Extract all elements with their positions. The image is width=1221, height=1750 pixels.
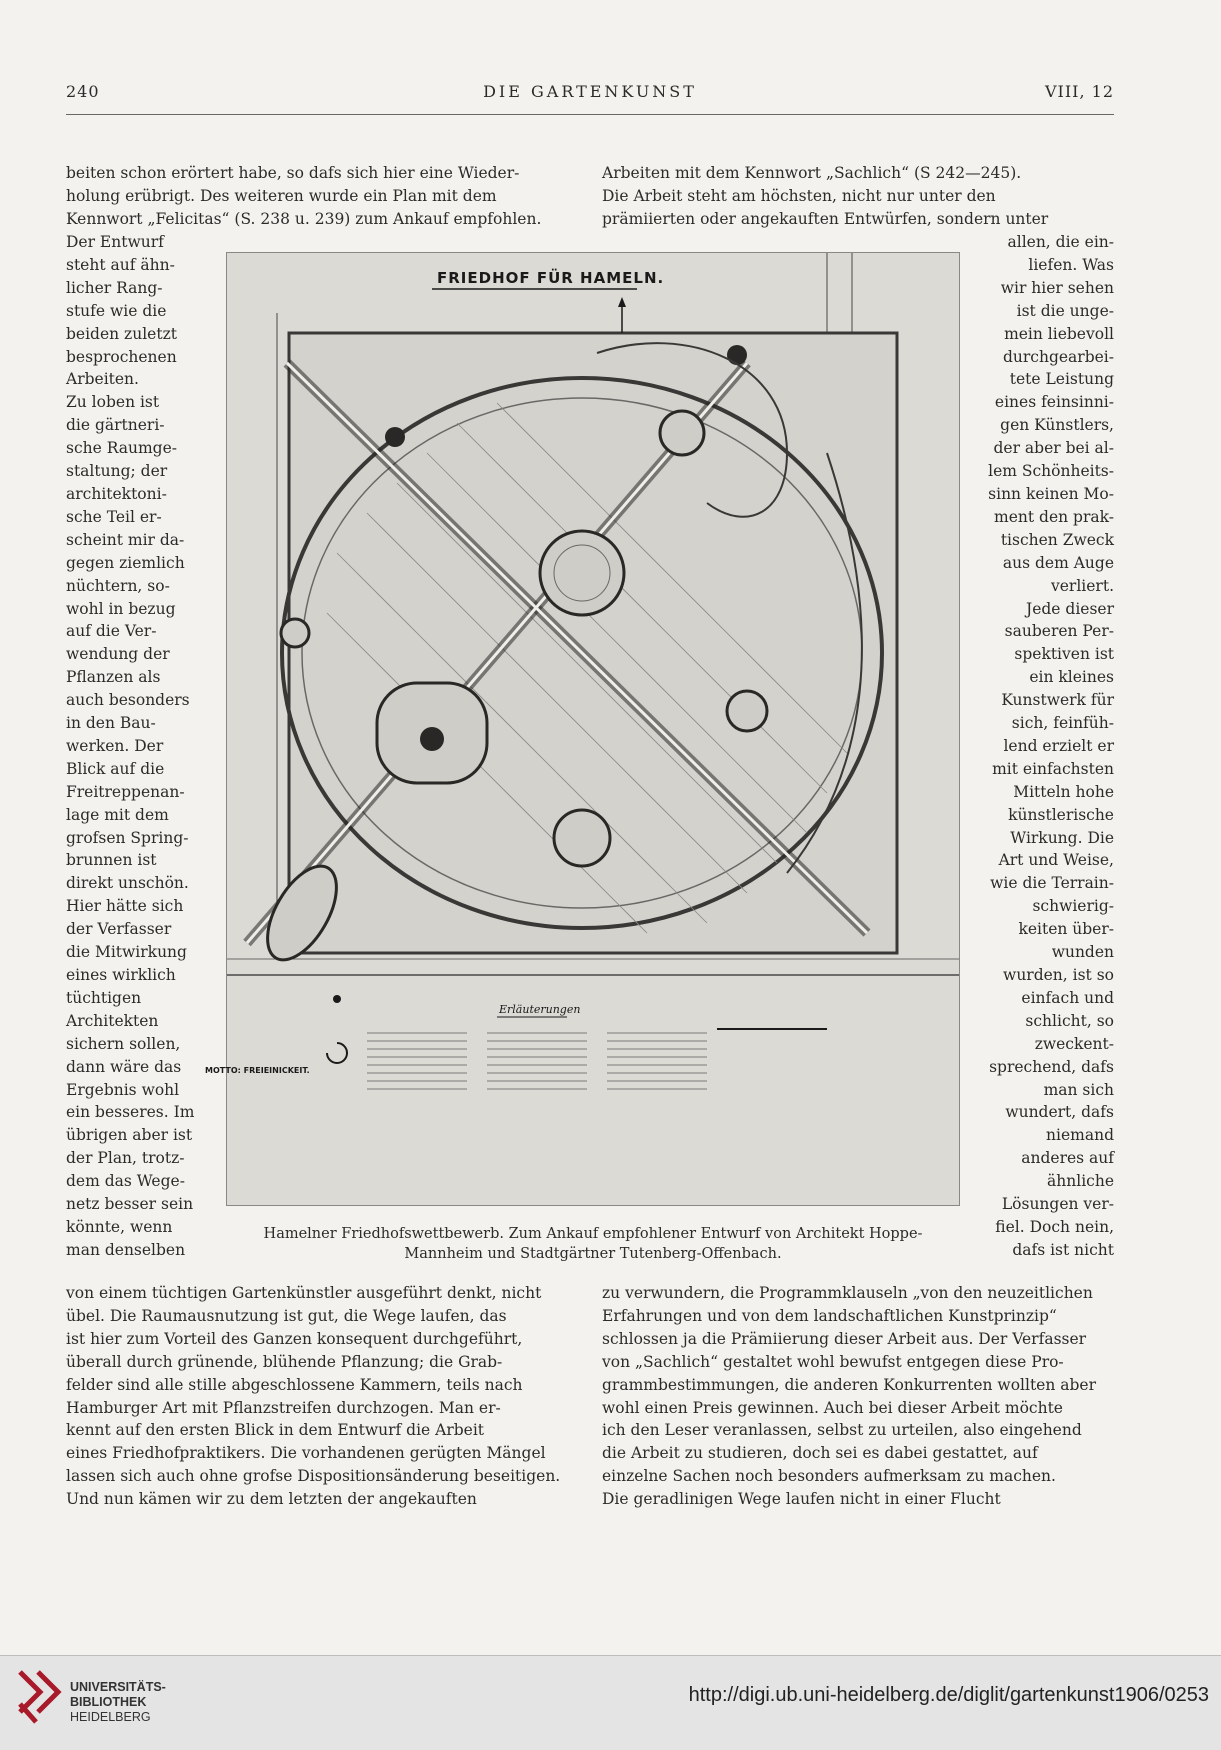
source-url-link[interactable]: http://digi.ub.uni-heidelberg.de/diglit/gartenkunst1906/0253 — [688, 1684, 1209, 1706]
text-line: einfach und — [1021, 988, 1114, 1007]
text-line: grofsen Spring- — [66, 828, 189, 847]
text-line: Hier hätte sich — [66, 897, 184, 916]
cemetery-plan-drawing — [205, 253, 959, 1205]
text-line: Lösungen ver- — [1001, 1195, 1114, 1214]
left-column-bottom — [66, 1282, 580, 1511]
text-line: wurden, ist so — [1003, 966, 1114, 984]
text-line: von „Sachlich“ gestaltet wohl bewufst entgegen diese Pro- — [602, 1352, 1064, 1371]
header-rule — [66, 114, 1114, 115]
text-line: Die Arbeit steht am höchsten, nicht nur unter den — [602, 186, 996, 205]
motto-label: MOTTO: FREIEINICKEIT. — [205, 1066, 310, 1075]
text-line: holung erübrigt. Des weiteren wurde ein Plan mit dem — [66, 186, 497, 205]
text-line: licher Rang- — [66, 278, 163, 297]
text-line: ich den Leser veranlassen, selbst zu urteilen, also eingehend — [602, 1421, 1082, 1440]
text-line: Art und Weise, — [998, 851, 1114, 870]
institution-name — [70, 1680, 166, 1725]
text-line: wohl einen Preis gewinnen. Auch bei dieser Arbeit möchte — [602, 1398, 1063, 1417]
text-line: beiden zuletzt — [66, 324, 177, 343]
text-line: wendung der — [66, 645, 170, 664]
text-line: Ergebnis wohl — [66, 1080, 180, 1099]
text-line: Arbeiten. — [66, 370, 139, 389]
left-column-top — [66, 162, 580, 231]
text-line: allen, die ein- — [1007, 233, 1114, 251]
institution-line-3: HEIDELBERG — [70, 1710, 151, 1724]
right-column-bottom — [602, 1282, 1114, 1511]
text-line: lem Schönheits- — [988, 462, 1114, 481]
text-line: überall durch grünende, blühende Pflanzung; die Grab- — [66, 1352, 503, 1371]
plan-title: FRIEDHOF FÜR HAMELN. — [437, 269, 665, 287]
text-line: auf die Ver- — [66, 622, 157, 641]
institution-line-2: BIBLIOTHEK — [70, 1695, 147, 1709]
text-line: tete Leistung — [1009, 370, 1114, 389]
text-line: zu verwundern, die Programmklauseln „von den neuzeitlichen — [602, 1284, 1093, 1302]
text-line: schlossen ja die Prämiierung dieser Arbeit aus. Der Verfasser — [602, 1329, 1087, 1348]
text-line: Arbeiten mit dem Kennwort „Sachlich“ (S 242—245). — [602, 164, 1022, 182]
text-line: dem das Wege- — [66, 1172, 185, 1191]
text-line: anderes auf — [1021, 1149, 1114, 1168]
text-line: grammbestimmungen, die anderen Konkurrenten wollten aber — [602, 1375, 1096, 1394]
right-column-top — [602, 162, 1114, 231]
text-line: der aber bei al- — [993, 439, 1114, 458]
text-line: dafs ist nicht — [1012, 1240, 1114, 1259]
text-line: wie die Terrain- — [990, 874, 1114, 893]
text-line: Architekten — [66, 1011, 159, 1030]
text-line: die Arbeit zu studieren, doch sei es dabei gestattet, auf — [602, 1444, 1038, 1463]
text-line: Freitreppenan- — [66, 782, 185, 801]
text-line: die Mitwirkung — [66, 943, 187, 962]
text-line: in den Bau- — [66, 714, 156, 733]
text-line: künstlerische — [1008, 805, 1114, 824]
text-line: sichern sollen, — [66, 1034, 181, 1053]
text-line: brunnen ist — [66, 851, 157, 870]
text-line: zweckent- — [1034, 1034, 1114, 1053]
text-line: lage mit dem — [66, 805, 169, 824]
text-line: stufe wie die — [66, 301, 167, 320]
text-line: keiten über- — [1018, 920, 1114, 939]
caption-line-2: Mannheim und Stadtgärtner Tutenberg-Offenbach. — [404, 1246, 782, 1262]
text-line: Jede dieser — [1026, 599, 1114, 618]
text-line: Kennwort „Felicitas“ (S. 238 u. 239) zum Ankauf empfohlen. — [66, 209, 542, 228]
text-line: besprochenen — [66, 347, 177, 366]
text-line: Und nun kämen wir zu dem letzten der angekauften — [66, 1490, 477, 1509]
text-line: dann wäre das — [66, 1057, 182, 1076]
right-side-column — [978, 231, 1114, 1262]
text-line: ähnliche — [1047, 1172, 1114, 1191]
text-line: sauberen Per- — [1004, 622, 1114, 641]
text-line: sich, feinfüh- — [1011, 714, 1114, 733]
figure-caption — [220, 1224, 966, 1264]
text-line: sche Teil er- — [66, 507, 162, 526]
legend-title: Erläuterungen — [499, 1003, 581, 1016]
text-line: man denselben — [66, 1240, 186, 1259]
text-line: ein besseres. Im — [66, 1103, 195, 1122]
text-line: felder sind alle stille abgeschlossene Kammern, teils nach — [66, 1375, 523, 1394]
text-line: aus dem Auge — [1002, 553, 1114, 572]
text-line: gen Künstlers, — [1000, 416, 1114, 435]
text-line: nüchtern, so- — [66, 576, 170, 595]
journal-title: DIE GARTENKUNST — [483, 82, 697, 101]
text-line: fiel. Doch nein, — [995, 1217, 1114, 1236]
library-footer — [0, 1655, 1221, 1750]
caption-line-1: Hamelner Friedhofswettbewerb. Zum Ankauf empfohlener Entwurf von Architekt Hoppe- — [263, 1226, 923, 1242]
text-line: verliert. — [1051, 576, 1114, 595]
page-number: 240 — [66, 82, 100, 101]
text-line: von einem tüchtigen Gartenkünstler ausgeführt denkt, nicht — [66, 1284, 542, 1302]
text-line: beiten schon erörtert habe, so dafs sich hier eine Wieder- — [66, 164, 520, 182]
text-line: ment den prak- — [994, 507, 1114, 526]
text-line: auch besonders — [66, 691, 190, 710]
text-line: ist die unge- — [1016, 301, 1114, 320]
text-line: niemand — [1046, 1126, 1114, 1145]
text-line: Die geradlinigen Wege laufen nicht in einer Flucht — [602, 1490, 1001, 1509]
text-line: Hamburger Art mit Pflanzstreifen durchzogen. Man er- — [66, 1398, 501, 1417]
text-line: tüchtigen — [66, 988, 142, 1007]
left-side-column — [66, 231, 200, 1262]
text-line: der Plan, trotz- — [66, 1149, 185, 1168]
text-line: ein kleines — [1029, 668, 1114, 687]
text-line: ist hier zum Vorteil des Ganzen konsequent durchgeführt, — [66, 1329, 523, 1348]
text-line: Mitteln hohe — [1013, 782, 1114, 801]
text-line: Zu loben ist — [66, 393, 160, 412]
text-line: liefen. Was — [1028, 255, 1114, 274]
text-line: kennt auf den ersten Blick in dem Entwurf die Arbeit — [66, 1421, 485, 1440]
text-line: Der Entwurf — [66, 233, 164, 251]
text-line: die gärtneri- — [66, 416, 165, 435]
text-line: Pflanzen als — [66, 668, 161, 687]
text-line: wohl in bezug — [66, 599, 176, 618]
text-line: lassen sich auch ohne grofse Dispositionsänderung beseitigen. — [66, 1467, 561, 1486]
text-line: einzelne Sachen noch besonders aufmerksam zu machen. — [602, 1467, 1056, 1486]
text-line: wunden — [1051, 943, 1114, 962]
text-line: mit einfachsten — [992, 759, 1114, 778]
text-line: der Verfasser — [66, 920, 172, 939]
text-line: wundert, dafs — [1005, 1103, 1114, 1122]
text-line: eines wirklich — [66, 966, 176, 984]
text-line: sprechend, dafs — [989, 1057, 1114, 1076]
text-line: durchgearbei- — [1002, 347, 1114, 366]
institution-line-1: UNIVERSITÄTS- — [70, 1680, 166, 1694]
volume-issue: VIII, 12 — [1044, 82, 1114, 101]
text-line: Blick auf die — [66, 759, 165, 778]
text-line: staltung; der — [66, 462, 168, 481]
text-line: tischen Zweck — [1000, 530, 1114, 549]
text-line: eines Friedhofpraktikers. Die vorhandenen gerügten Mängel — [66, 1444, 546, 1463]
cemetery-plan-figure — [205, 252, 960, 1206]
text-line: Kunstwerk für — [1001, 691, 1114, 710]
text-line: könnte, wenn — [66, 1217, 173, 1236]
text-line: wir hier sehen — [1000, 278, 1114, 297]
university-library-logo-icon — [14, 1668, 66, 1728]
text-line: übel. Die Raumausnutzung ist gut, die Wege laufen, das — [66, 1306, 507, 1325]
text-line: Erfahrungen und von dem landschaftlichen Kunstprinzip“ — [602, 1306, 1057, 1325]
text-line: prämiierten oder angekauften Entwürfen, sondern unter — [602, 209, 1049, 228]
text-line: sche Raumge- — [66, 439, 177, 458]
text-line: lend erzielt er — [1003, 736, 1114, 755]
text-line: man sich — [1043, 1080, 1114, 1099]
text-line: direkt unschön. — [66, 874, 189, 893]
text-line: Wirkung. Die — [1010, 828, 1114, 847]
text-line: architektoni- — [66, 484, 167, 503]
text-line: spektiven ist — [1014, 645, 1114, 664]
running-header — [66, 82, 1114, 104]
text-line: sinn keinen Mo- — [988, 484, 1114, 503]
text-line: schwierig- — [1032, 897, 1114, 916]
text-line: mein liebevoll — [1004, 324, 1114, 343]
text-line: übrigen aber ist — [66, 1126, 193, 1145]
text-line: netz besser sein — [66, 1195, 194, 1214]
text-line: werken. Der — [66, 736, 164, 755]
text-line: schlicht, so — [1025, 1011, 1114, 1030]
text-line: eines feinsinni- — [994, 393, 1114, 412]
text-line: steht auf ähn- — [66, 255, 175, 274]
text-line: scheint mir da- — [66, 530, 185, 549]
text-line: gegen ziemlich — [66, 553, 185, 572]
